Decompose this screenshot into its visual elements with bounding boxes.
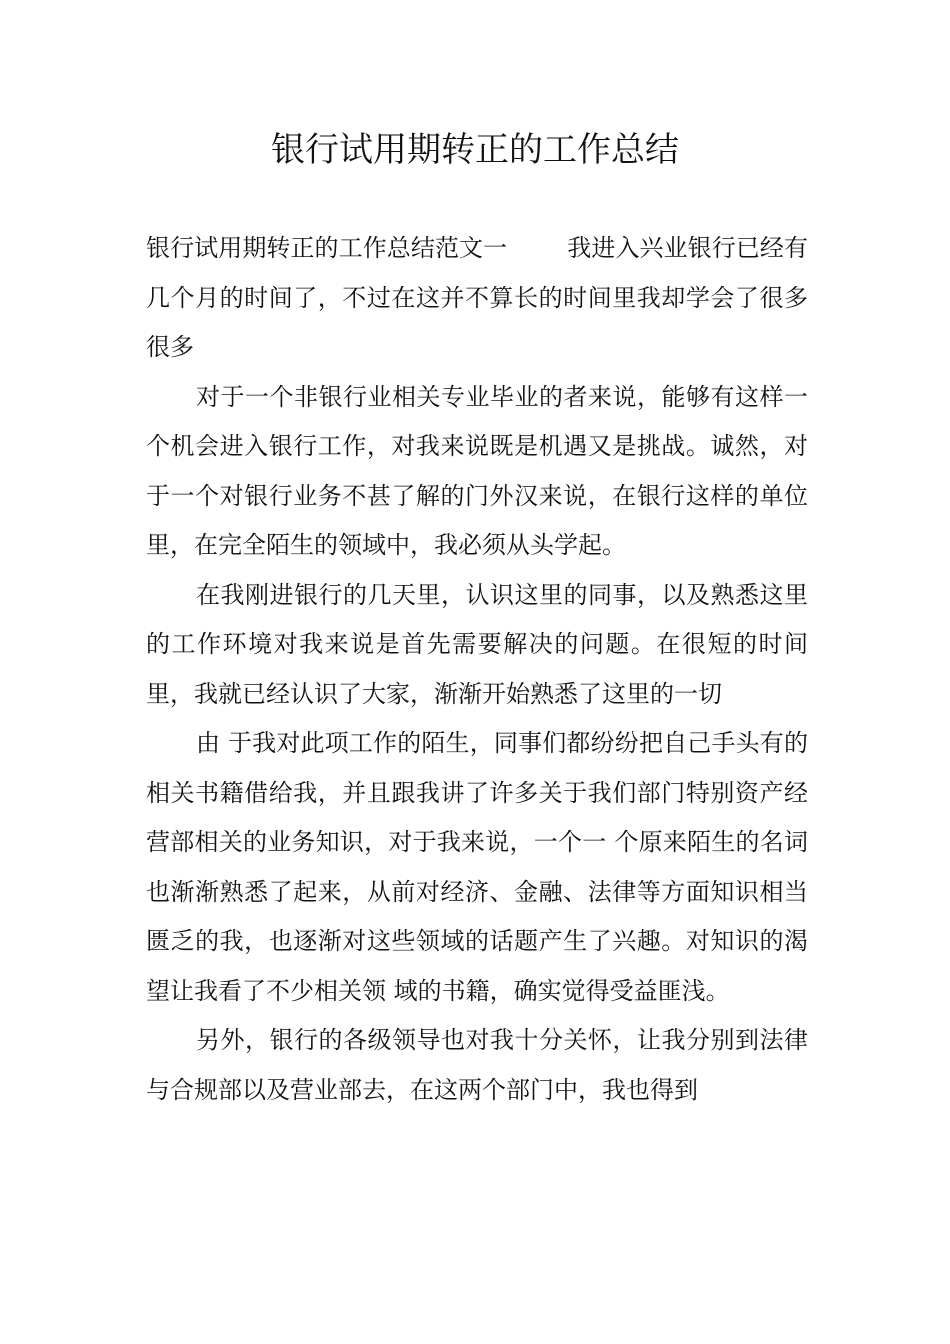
intro-heading: 银行试用期转正的工作总结范文一	[146, 234, 508, 262]
paragraph-2: 在我刚进银行的几天里，认识这里的同事，以及熟悉这里的工作环境对我来说是首先需要解决的问题。在很短的时间里，我就已经认识了大家，渐渐开始熟悉了这里的一切	[146, 580, 808, 708]
intro-text: 我进入兴业银行已经有几个月的时间了，不过在这并不算长的时间里我却学会了很多很多	[146, 234, 809, 361]
document-body	[146, 224, 808, 1115]
paragraph-4: 另外，银行的各级领导也对我十分关怀，让我分别到法律与合规部以及营业部去，在这两个部门中，我也得到	[146, 1026, 808, 1104]
intro-paragraph	[146, 224, 808, 373]
document-title: 银行试用期转正的工作总结	[271, 130, 679, 170]
paragraph-3: 由 于我对此项工作的陌生，同事们都纷纷把自己手头有的相关书籍借给我，并且跟我讲了许多关于我们部门特别资产经营部相关的业务知识，对于我来说，一个一 个原来陌生的名词也渐渐熟悉了起来，从前对经济、金融、法律等方面知识相当匮乏的我，也逐渐对这些领域的话题产生了兴趣。对知识的渴望让我看了不少相关领 域的书籍，确实觉得受益匪浅。	[146, 729, 808, 1005]
paragraph-1: 对于一个非银行业相关专业毕业的者来说，能够有这样一个机会进入银行工作，对我来说既是机遇又是挑战。诚然，对于一个对银行业务不甚了解的门外汉来说，在银行这样的单位里，在完全陌生的领域中，我必须从头学起。	[146, 382, 808, 559]
